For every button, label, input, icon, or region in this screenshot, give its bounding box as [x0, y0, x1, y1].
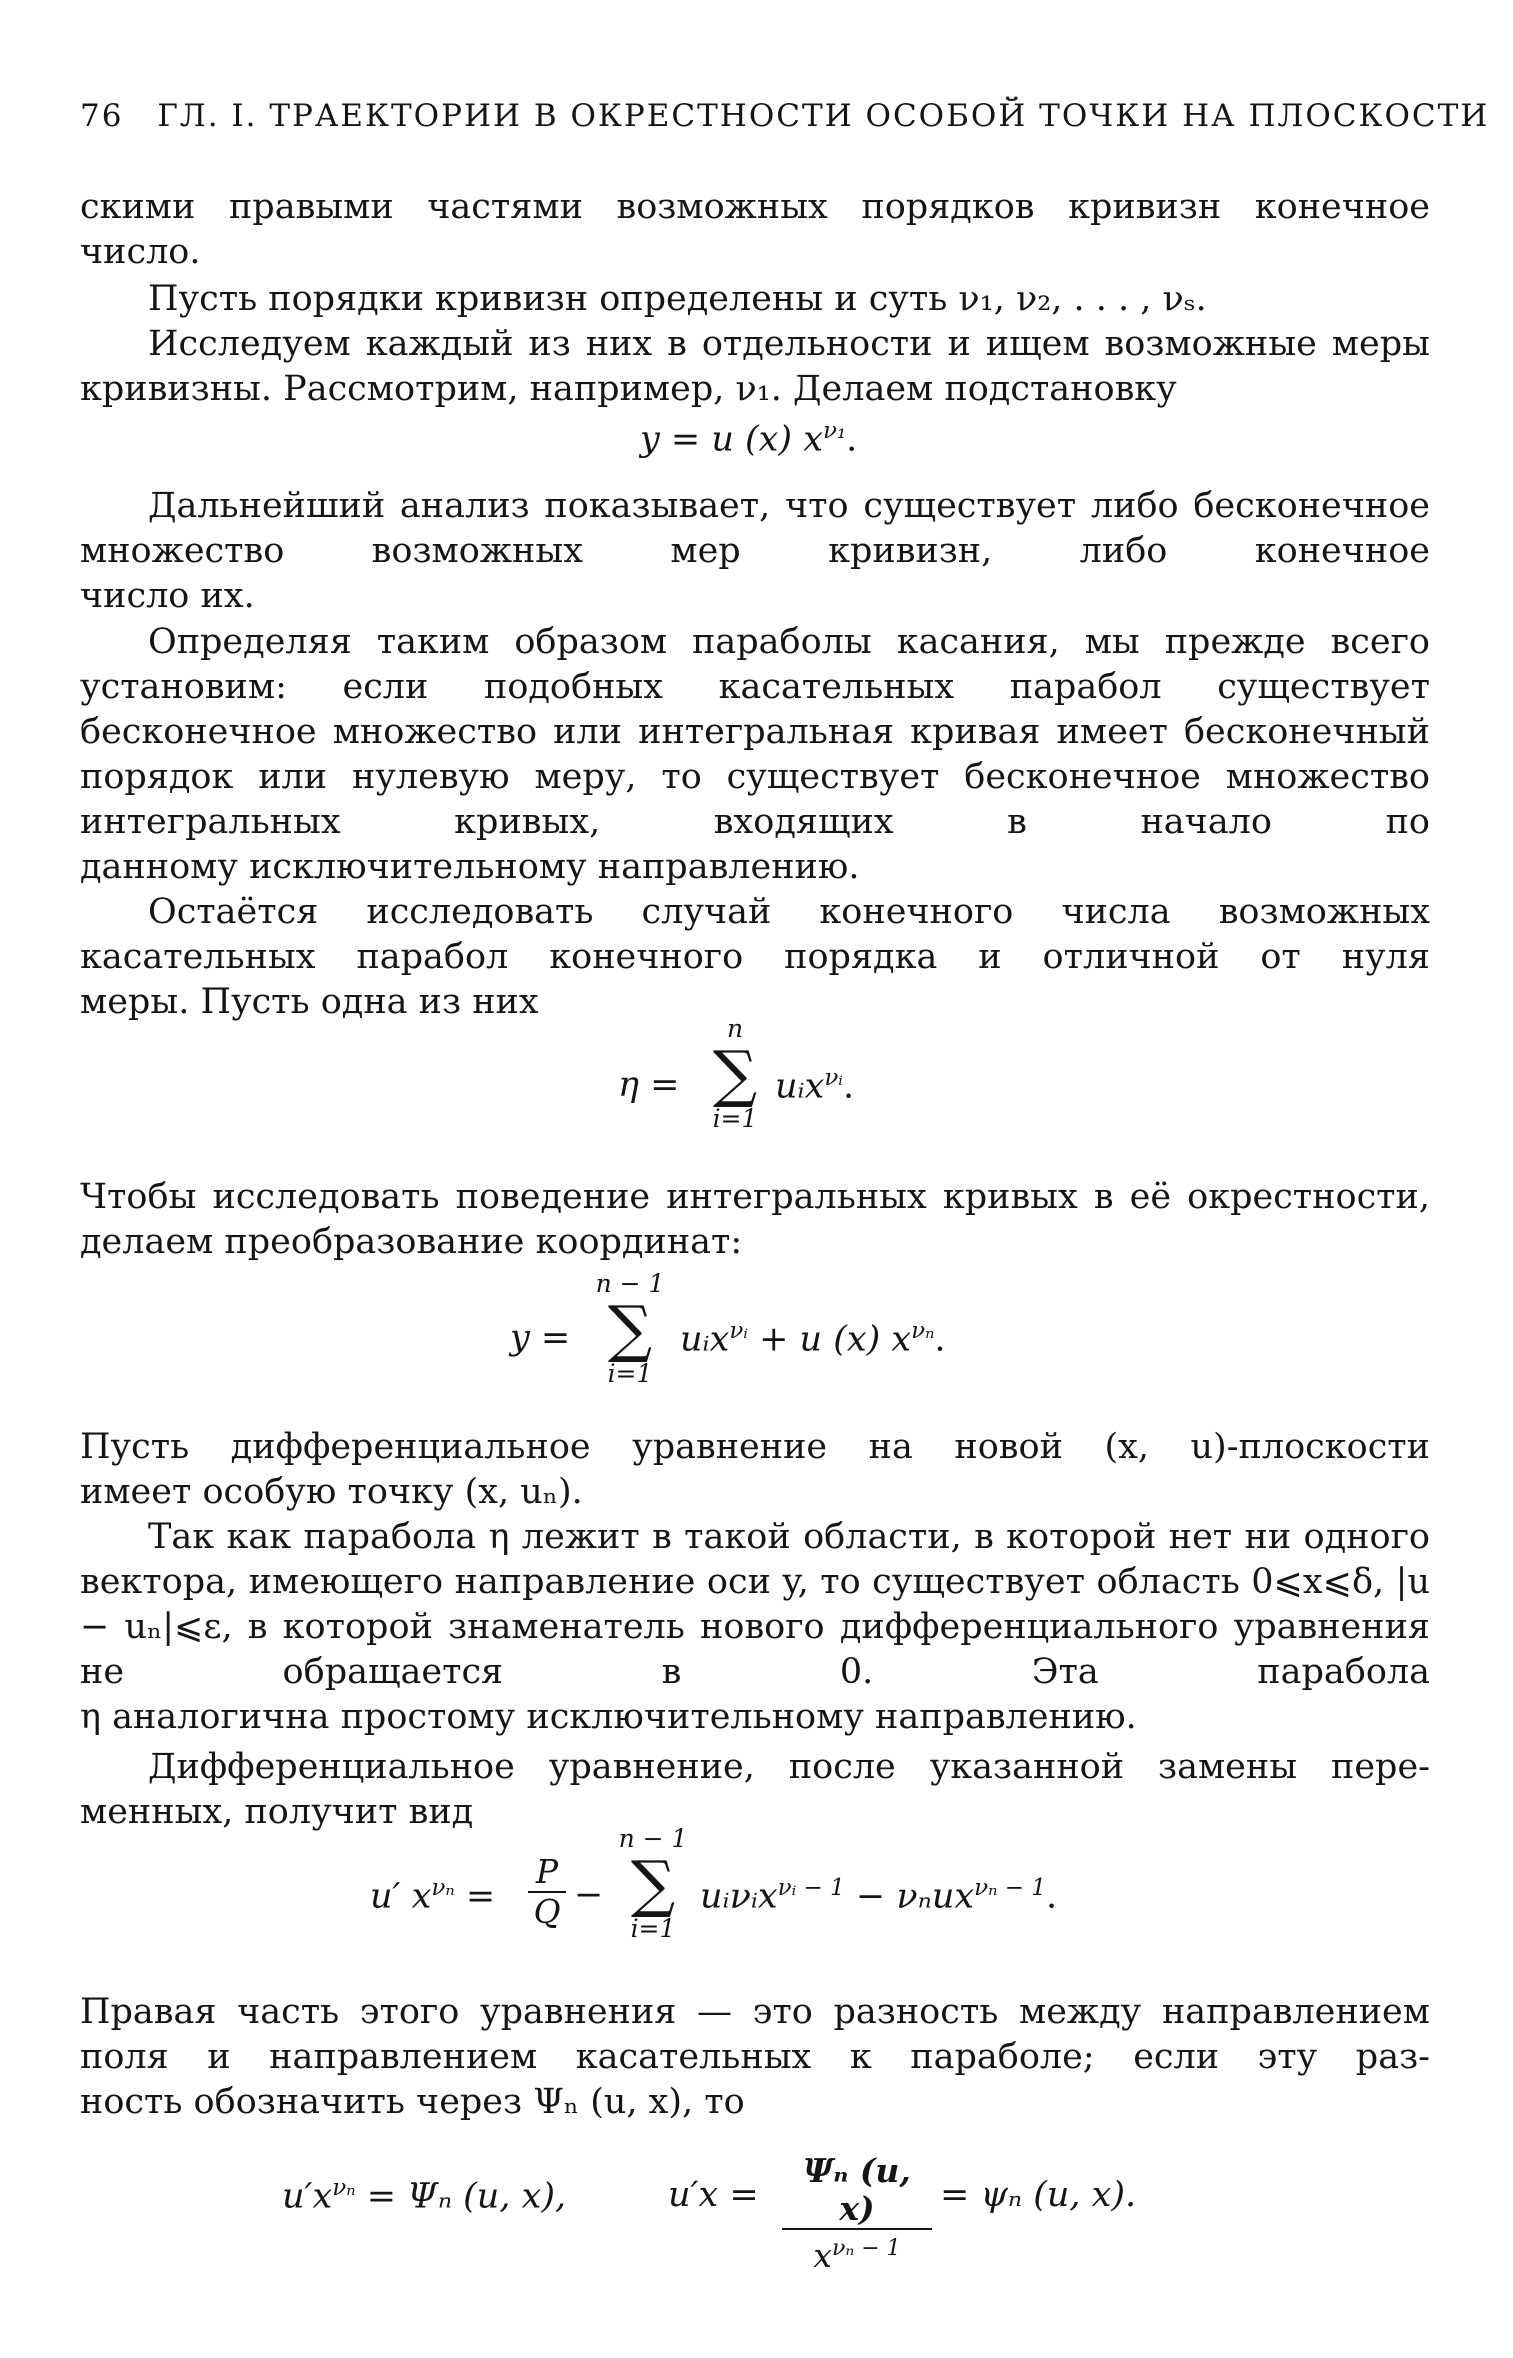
paragraph-1: [80, 185, 1430, 230]
running-title: ГЛ. I. ТРАЕКТОРИИ В ОКРЕСТНОСТИ ОСОБОЙ ТОЧКИ НА ПЛОСКОСТИ: [157, 98, 1490, 134]
paragraph-1-last-text: число.: [80, 232, 201, 272]
paragraph-10-text: Дифференциальное уравнение, после указанной замены пере-: [148, 1747, 1430, 1787]
paragraph-9: [80, 1515, 1430, 1695]
paragraph-8-last-text: имеет особую точку (x, uₙ).: [80, 1472, 583, 1512]
paragraph-4-last-text: число их.: [80, 576, 255, 616]
paragraph-10: [80, 1745, 1430, 1790]
paragraph-11-last: [80, 2080, 1430, 2125]
paragraph-9-last-text: η аналогична простому исключительному направлению.: [80, 1697, 1137, 1737]
paragraph-4-text: Дальнейший анализ показывает, что существует либо бесконечное множество возможных мер кривизн, либо конечное: [80, 486, 1430, 571]
paragraph-5-last-text: данному исключительному направлению.: [80, 847, 860, 887]
paragraph-2-text: Пусть порядки кривизн определены и суть ν₁, ν₂, . . . , νₛ.: [148, 279, 1207, 319]
paragraph-10-last-text: менных, получит вид: [80, 1792, 474, 1832]
paragraph-8-text: Пусть дифференциальное уравнение на новой (x, u)-плоскости: [80, 1427, 1430, 1467]
paragraph-5: [80, 620, 1430, 845]
paragraph-5-text: Определяя таким образом параболы касания, мы прежде всего установим: если подобных касательных парабол существует бесконечное множество или интегральная кривая имеет бесконечный порядок или нулевую меру, то существует бесконечное множество интегральных кривых, входящих в начало по: [80, 622, 1430, 842]
paragraph-4-last: [80, 574, 1430, 619]
paragraph-1-text: скими правыми частями возможных порядков кривизн конечное: [80, 187, 1430, 227]
page-number: 76: [80, 98, 124, 134]
paragraph-11-last-text: ность обозначить через Ψₙ (u, x), то: [80, 2082, 745, 2122]
paragraph-1-last: [80, 230, 1430, 275]
paragraph-2: [80, 277, 1430, 322]
paragraph-6-last-text: меры. Пусть одна из них: [80, 982, 539, 1022]
running-head: [80, 98, 1490, 134]
paragraph-3: [80, 322, 1430, 412]
paragraph-7-text: Чтобы исследовать поведение интегральных кривых в её окрестности, делаем преобразование координат:: [80, 1177, 1430, 1262]
paragraph-4: [80, 484, 1430, 574]
paragraph-8: [80, 1425, 1430, 1470]
paragraph-10-last: [80, 1790, 1430, 1835]
paragraph-9-last: [80, 1695, 1430, 1740]
paragraph-8-last: [80, 1470, 1430, 1515]
paragraph-5-last: [80, 845, 1430, 890]
paragraph-3-text: Исследуем каждый из них в отдельности и ищем возможные меры кривизны. Рассмотрим, например, ν₁. Делаем подстановку: [80, 324, 1430, 409]
paragraph-6: [80, 890, 1430, 980]
equation-substitution: y = u (x) $x^{\nu_1}$.: [640, 418, 858, 460]
paragraph-9-text: Так как парабола η лежит в такой области, в которой нет ни одного вектора, имеющего направление оси y, то существует область 0⩽x⩽δ, |u − uₙ|⩽ε, в которой знаменатель нового дифференциального уравнения не обращается в 0. Эта парабола: [80, 1517, 1430, 1692]
paragraph-11: [80, 1990, 1430, 2080]
paragraph-6-text: Остаётся исследовать случай конечного числа возможных касательных парабол конечного порядка и отличной от нуля: [80, 892, 1430, 977]
paragraph-7: [80, 1175, 1430, 1265]
paragraph-11-text: Правая часть этого уравнения — это разность между направлением поля и направлением касательных к параболе; если эту раз-: [80, 1992, 1430, 2077]
book-page: 76 ГЛ. I. ТРАЕКТОРИИ В ОКРЕСТНОСТИ ОСОБОЙ ТОЧКИ НА ПЛОСКОСТИ скими правыми частями возможных порядков кривизн конечное число. Пусть порядки кривизн определены и суть ν₁, ν₂, . . . , νₛ. Исследуем каждый из них в отдельности и ищем возможные меры кривизны. Рассмотрим, например, ν₁. Делаем подстановку y = u (x) $x^{\nu_1}$. Дальнейший анализ показывает, что существует либо бесконечное множество возможных мер кривизн, либо конечное число их. Определяя таким образом параболы касания, мы прежде всего установим: если подобных касательных парабол существует бесконечное множество или интегральная кривая имеет бесконечный порядок или нулевую меру, то существует бесконечное множество интегральных кривых, входящих в начало по данному исключительному направлению. Остаётся исследовать случай конечного числа возможных касательных парабол конечного порядка и отличной от нуля меры. Пусть одна из них η = n ∑ i=1 uᵢx$^{\nu ᵢ}$. Чтобы исследовать поведение интегральных кривых в её окрестности, делаем преобразование координат: y = n − 1 ∑ i=1 uᵢx$^{\nu ᵢ}$ + u (x) $x^{\nu_n}$. Пусть дифференциальное уравнение на новой (x, u)-плоскости имеет особую точку (x, uₙ). Так как парабола η лежит в такой области, в которой нет ни одного вектора, имеющего направление оси y, то существует область 0⩽x⩽δ, |u − uₙ|⩽ε, в которой знаменатель нового дифференциального уравнения не обращается в 0. Эта парабола η аналогична простому исключительному направлению. Дифференциальное уравнение, после указанной замены пере- менных, получит вид u′ $x^{\nu_n}$ = $\frac{P}{Q}$ − n − 1 ∑ i=1 uᵢνᵢx$^{\nu ᵢ - 1}$ − νₙux$^{\nu_n - 1}$. Правая часть этого уравнения — это разность между направлением поля и направлением касательных к параболе; если эту раз- ность обозначить через Ψₙ (u, x), то $u'x^{\nu_n} = \Psi_n$ (u, x), u′x = Ψₙ (u, x) $x^{\nu_n - 1}$ = ψₙ (u, x).: [80, 98, 1490, 2275]
